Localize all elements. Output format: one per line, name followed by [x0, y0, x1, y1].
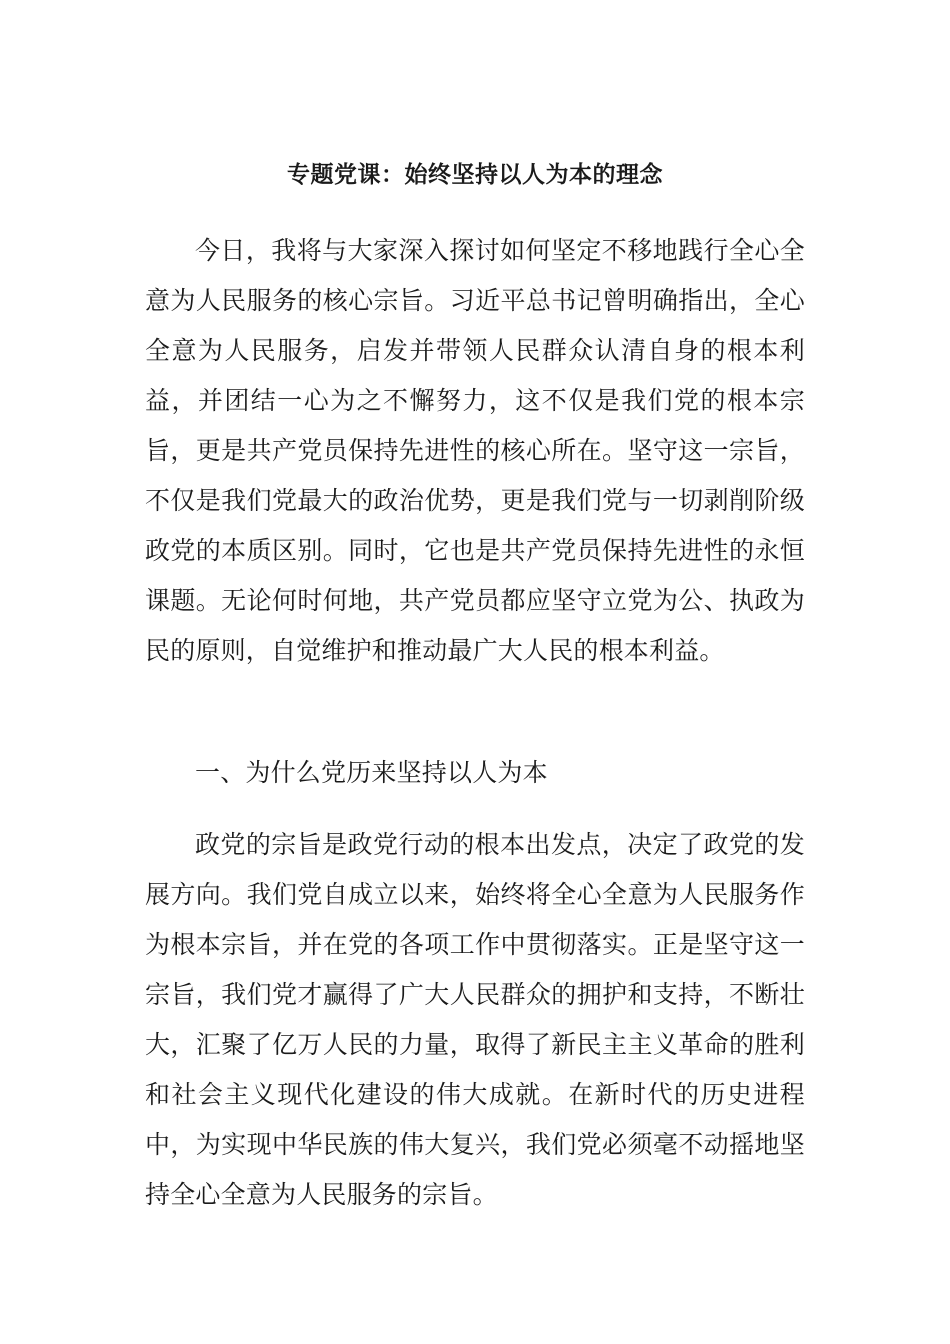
paragraph-section-1	[145, 820, 805, 1220]
section-heading-1	[145, 748, 805, 798]
paragraph-2-text: 政党的宗旨是政党行动的根本出发点，决定了政党的发展方向。我们党自成立以来，始终将全心全意为人民服务作为根本宗旨，并在党的各项工作中贯彻落实。正是坚守这一宗旨，我们党才赢得了广大人民群众的拥护和支持，不断壮大，汇聚了亿万人民的力量，取得了新民主主义革命的胜利和社会主义现代化建设的伟大成就。在新时代的历史进程中，为实现中华民族的伟大复兴，我们党必须毫不动摇地坚持全心全意为人民服务的宗旨。	[145, 830, 805, 1209]
section-heading-1-text: 一、为什么党历来坚持以人为本	[195, 758, 548, 787]
document-title: 专题党课：始终坚持以人为本的理念	[287, 162, 663, 188]
paragraph-intro	[145, 226, 805, 676]
paragraph-1-text: 今日，我将与大家深入探讨如何坚定不移地践行全心全意为人民服务的核心宗旨。习近平总书记曾明确指出，全心全意为人民服务，启发并带领人民群众认清自身的根本利益，并团结一心为之不懈努力，这不仅是我们党的根本宗旨，更是共产党员保持先进性的核心所在。坚守这一宗旨，不仅是我们党最大的政治优势，更是我们党与一切剥削阶级政党的本质区别。同时，它也是共产党员保持先进性的永恒课题。无论何时何地，共产党员都应坚守立党为公、执政为民的原则，自觉维护和推动最广大人民的根本利益。	[145, 236, 805, 665]
